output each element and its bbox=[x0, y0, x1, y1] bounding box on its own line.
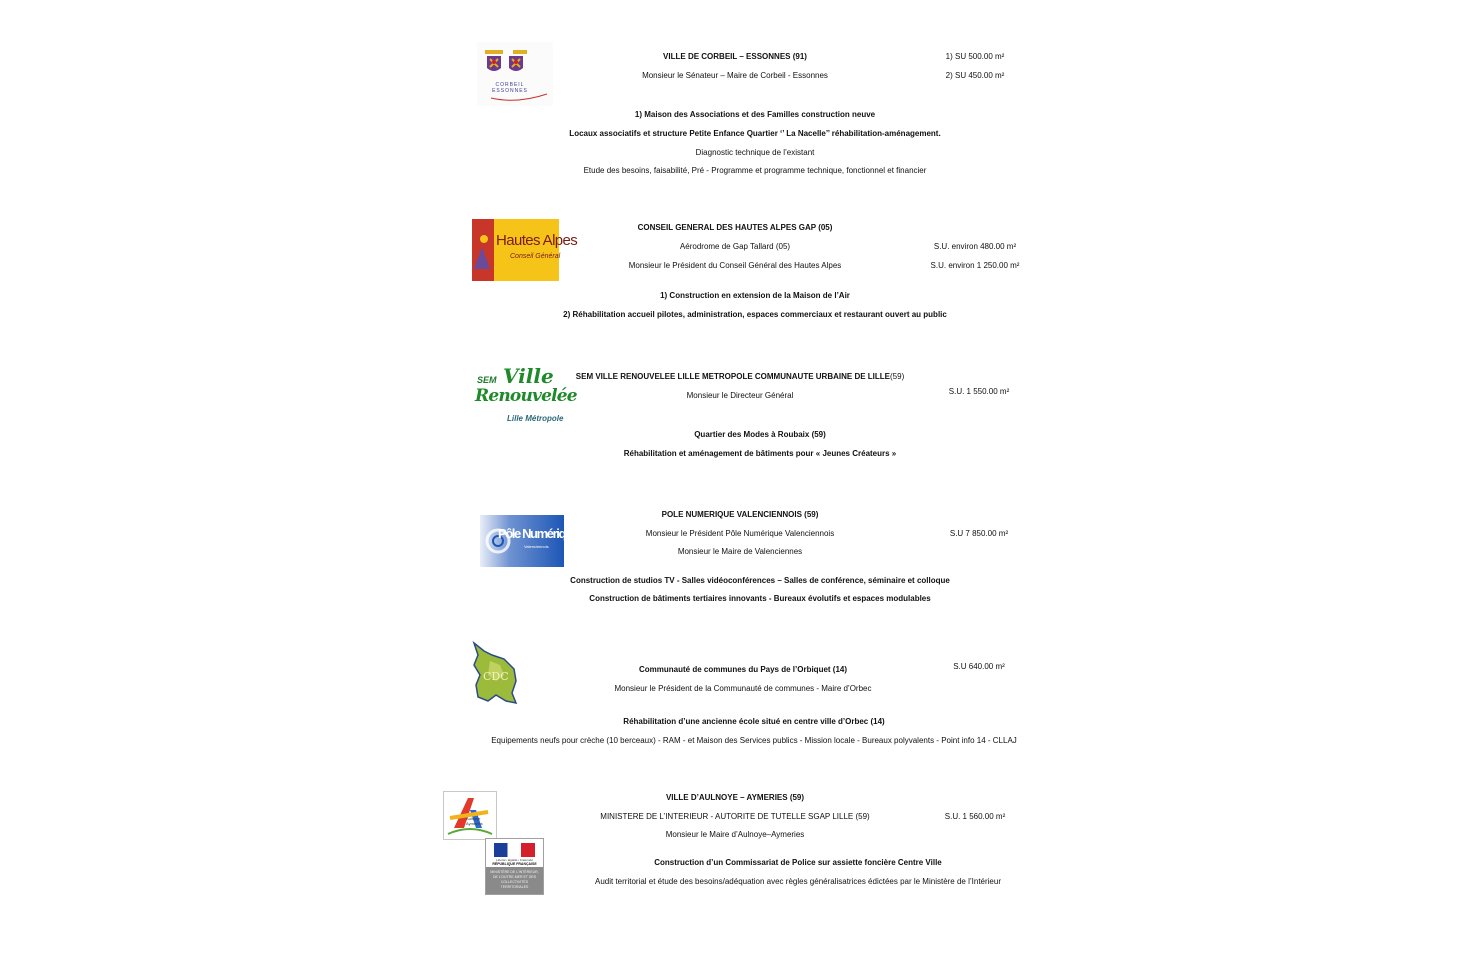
lille-metropole-text: Lille Métropole bbox=[507, 414, 564, 423]
pole-numerique-title: Pôle Numérique bbox=[498, 526, 578, 541]
client-name: POLE NUMERIQUE VALENCIENNOIS (59) bbox=[661, 510, 819, 519]
renouvelee-text: Renouvelée bbox=[475, 386, 577, 406]
description-line: Audit territorial et étude des besoins/adéquation avec règles généralisatrices édictées par le Ministère de l’Intérieur bbox=[594, 877, 1002, 886]
surface: S.U. environ 1 250.00 m² bbox=[930, 261, 1020, 270]
client-name-main: SEM VILLE RENOUVELEE LILLE METROPOLE COMMUNAUTE URBAINE DE LILLE bbox=[575, 372, 890, 381]
client-name-suffix: (59) bbox=[890, 372, 905, 381]
client-name bbox=[576, 372, 904, 382]
contact: Monsieur le Directeur Général bbox=[686, 391, 794, 400]
description-line: Construction d’un Commissariat de Police sur assiette foncière Centre Ville bbox=[654, 858, 942, 867]
pole-numerique-subtitle: Valenciennois bbox=[524, 544, 549, 549]
hautes-alpes-logo bbox=[472, 219, 578, 281]
flag-icon bbox=[494, 843, 535, 857]
description-line: Construction de bâtiments tertiaires innovants - Bureaux évolutifs et espaces modulables bbox=[589, 594, 931, 603]
client-name: Communauté de communes du Pays de l’Orbiquet (14) bbox=[638, 665, 848, 674]
description-line: Quartier des Modes à Roubaix (59) bbox=[694, 430, 826, 439]
description-line: Réhabilitation d’une ancienne école situé en centre ville d’Orbec (14) bbox=[623, 717, 885, 726]
description-line: Diagnostic technique de l’existant bbox=[695, 148, 815, 157]
aulnoye-aymeries-logo bbox=[443, 791, 497, 840]
description-line: Locaux associatifs et structure Petite Enfance Quartier ‘’ La Nacelle’’ réhabilitation-aménagement. bbox=[569, 129, 941, 138]
hautes-alpes-subtitle: Conseil Général bbox=[510, 253, 561, 260]
surface: S.U. environ 480.00 m² bbox=[933, 242, 1017, 251]
surface: S.U. 1 560.00 m² bbox=[944, 812, 1006, 821]
description-line: 1) Maison des Associations et des Familles construction neuve bbox=[634, 110, 876, 119]
description-line: Equipements neufs pour crèche (10 berceaux) - RAM - et Maison des Services publics - Mission locale - Bureaux polyvalents - Point info 14 - CLLAJ bbox=[491, 736, 1017, 745]
pole-numerique-logo bbox=[480, 515, 578, 567]
surface: 1) SU 500.00 m² bbox=[945, 52, 1005, 61]
sem-ville-renouvelee-logo bbox=[475, 364, 577, 427]
contact: Monsieur le Maire d’Aulnoye–Aymeries bbox=[665, 830, 805, 839]
client-name: CONSEIL GENERAL DES HAUTES ALPES GAP (05) bbox=[637, 223, 833, 232]
crest-text: CORBEIL ESSONNES bbox=[492, 82, 528, 94]
cdc-orbiquet-logo bbox=[470, 641, 520, 707]
ville-text: Ville bbox=[503, 364, 554, 388]
contact: Monsieur le Président Pôle Numérique Valenciennois bbox=[645, 529, 835, 538]
description-line: Construction de studios TV - Salles vidéoconférences – Salles de conférence, séminaire et colloque bbox=[570, 576, 950, 585]
surface: S.U 7 850.00 m² bbox=[949, 529, 1009, 538]
surface: S.U. 1 550.00 m² bbox=[948, 387, 1010, 396]
hiker-icon bbox=[472, 219, 494, 281]
surface: 2) SU 450.00 m² bbox=[945, 71, 1005, 80]
aulnoye-text: Aulnoye Aymeries bbox=[466, 816, 483, 826]
cdc-text: CDC bbox=[483, 670, 509, 683]
description-line: Réhabilitation et aménagement de bâtiments pour « Jeunes Créateurs » bbox=[623, 449, 897, 458]
contact: Monsieur le Sénateur – Maire de Corbeil - Essonnes bbox=[642, 71, 828, 80]
contact: Monsieur le Président de la Communauté de communes - Maire d’Orbec bbox=[614, 684, 872, 693]
ministry-name: MINISTÈRE DE L’INTÉRIEUR, DE L’OUTRE-MER ET DES COLLECTIVITÉS TERRITORIALES bbox=[490, 870, 539, 889]
corbeil-essonnes-crest bbox=[477, 42, 553, 106]
republic-motto: Liberté • Égalité • Fraternité bbox=[496, 858, 533, 862]
contact: Monsieur le Président du Conseil Général des Hautes Alpes bbox=[628, 261, 842, 270]
surface: S.U 640.00 m² bbox=[953, 662, 1005, 671]
crest-icon bbox=[477, 42, 553, 106]
sem-prefix: SEM bbox=[477, 375, 497, 385]
description-line: 1) Construction en extension de la Maison de l’Air bbox=[660, 291, 850, 300]
client-name: VILLE D’AULNOYE – AYMERIES (59) bbox=[665, 793, 805, 802]
contact: MINISTERE DE L’INTERIEUR - AUTORITE DE TUTELLE SGAP LILLE (59) bbox=[600, 812, 870, 821]
contact: Aérodrome de Gap Tallard (05) bbox=[679, 242, 791, 251]
republic-name: RÉPUBLIQUE FRANÇAISE bbox=[492, 862, 537, 866]
contact: Monsieur le Maire de Valenciennes bbox=[677, 547, 803, 556]
republique-francaise-logo bbox=[485, 838, 544, 895]
hautes-alpes-title: Hautes Alpes bbox=[496, 232, 578, 249]
client-name: VILLE DE CORBEIL – ESSONNES (91) bbox=[663, 52, 807, 61]
description-line: Etude des besoins, faisabilité, Pré - Programme et programme technique, fonctionnel et financier bbox=[583, 166, 927, 175]
description-line: 2) Réhabilitation accueil pilotes, administration, espaces commerciaux et restaurant ouvert au public bbox=[563, 310, 947, 319]
